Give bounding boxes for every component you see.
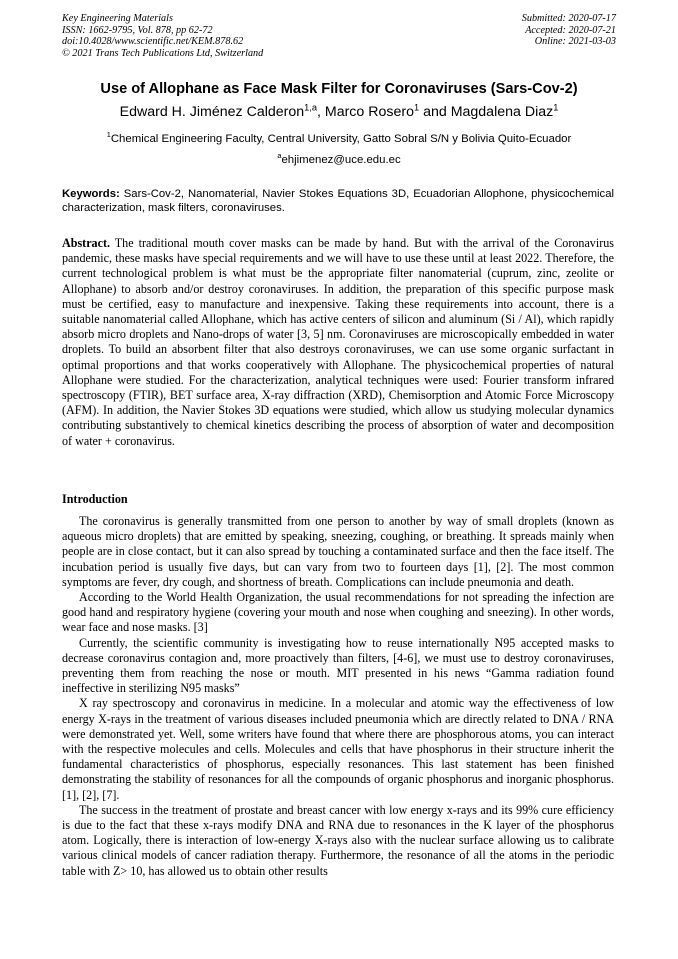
accepted-date: Accepted: 2020-07-21 bbox=[525, 24, 616, 36]
affiliation-text: Chemical Engineering Faculty, Central University, Gatto Sobral S/N y Bolivia Quito-Ecuador bbox=[110, 133, 572, 145]
keywords-text: Sars-Cov-2, Nanomaterial, Navier Stokes Equations 3D, Ecuadorian Allophone, physicochemical characterization, mask filters, coronaviruses. bbox=[62, 188, 614, 214]
email-link[interactable]: ehjimenez@uce.edu.ec bbox=[281, 154, 401, 166]
paragraph: The success in the treatment of prostate and breast cancer with low energy x-rays and its 99% cure efficiency is due to the fact that these x-rays modify DNA and RNA due to resonances in the K layer of the phosphorus atom. Logically, there is interaction of low-energy X-rays also with the nuclear surface allowing us to calibrate various clinical models of cancer radiation therapy. Furthermore, the resonance of all the atoms in the periodic table with Z> 10, has allowed us to obtain other results bbox=[62, 802, 614, 878]
affiliation bbox=[0, 132, 678, 146]
paragraph: According to the World Health Organization, the usual recommendations for not spreading the infection are good hand and respiratory hygiene (covering your mouth and nose when coughing and sneezing). In other words, wear face and nose masks. [3] bbox=[62, 590, 614, 635]
abstract-block bbox=[62, 236, 614, 449]
author-affiliation-marker: 1,a bbox=[304, 102, 317, 113]
keywords-label: Keywords: bbox=[62, 188, 120, 200]
paragraph: Currently, the scientific community is investigating how to reuse internationally N95 accepted masks to decrease coronavirus contagion and, more proactively than filters, [4-6], we must use to destroy coronaviruses, preventing them from reaching the nose or mouth. MIT presented in his news “Gamma radiation found ineffective in sterilizing N95 masks” bbox=[62, 635, 614, 696]
introduction-heading: Introduction bbox=[62, 492, 128, 506]
author-name: Marco Rosero bbox=[324, 104, 414, 120]
abstract-text: The traditional mouth cover masks can be made by hand. But with the arrival of the Coronavirus pandemic, these masks have special requirements and we will have to use these until at least 2022. Therefore, the current technological problem is what must be the appropriate filter nanomaterial (cuprum, zinc, zeolite or Allophane) to absorb and/or destroy coronaviruses. In addition, the preparation of this specific purpose mask must be certified, easy to manufacture and inexpensive. Taking these requirements into account, there is a suitable nanomaterial called Allophane, which has active centers of silicon and aluminum (Si / Al), which rapidly absorb micro droplets and Nano-drops of water [3, 5] nm. Coronaviruses are microscopically embedded in water droplets. To build an absorbent filter that also destroys coronaviruses, we can use some organic surfactant in optimal proportions and that works cooperatively with Allophane. The physicochemical properties of natural Allophane were studied. For the characterization, analytical techniques were used: Fourier transform infrared spectroscopy (FTIR), BET surface area, X-ray diffraction (XRD), Chemisorption and Atomic Force Microscopy (AFM). In addition, the Navier Stokes 3D equations were studied, which allow us studying molecular dynamics contributing substantively to chemical kinetics describing the process of absorption of water and decomposition of water + coronavirus. bbox=[62, 236, 614, 448]
paragraph: The coronavirus is generally transmitted from one person to another by way of small droplets (known as aqueous micro droplets) that are emitted by speaking, sneezing, coughing, or breathing. It spreads mainly when people are in close contact, but it can also spread by touching a contaminated surface and then the face itself. The incubation period is usually five days, but can vary from two to fourteen days [1], [2]. The most common symptoms are fever, dry cough, and shortness of breath. Complications can include pneumonia and death. bbox=[62, 514, 614, 589]
keywords-block bbox=[62, 187, 614, 215]
journal-name: Key Engineering Materials bbox=[62, 13, 173, 24]
author-email bbox=[0, 153, 678, 167]
journal-header-left bbox=[62, 13, 263, 59]
author-name: Edward H. Jiménez Calderon bbox=[119, 104, 305, 120]
email-marker: a bbox=[277, 151, 282, 161]
submitted-date: Submitted: 2020-07-17 bbox=[521, 13, 616, 24]
author-name: Magdalena Diaz bbox=[450, 104, 554, 120]
abstract-label: Abstract. bbox=[62, 236, 111, 250]
affiliation-marker: 1 bbox=[106, 130, 111, 140]
author-separator: , bbox=[316, 104, 325, 120]
issn-line: ISSN: 1662-9795, Vol. 878, pp 62-72 bbox=[62, 24, 213, 36]
author-affiliation-marker: 1 bbox=[413, 102, 420, 113]
online-date: Online: 2021-03-03 bbox=[534, 36, 616, 48]
paragraph: X ray spectroscopy and coronavirus in medicine. In a molecular and atomic way the effectiveness of low energy X-rays in the treatment of various diseases included pneumonia which are directly related to DNA / RNA were demonstrated yet. Well, some writers have found that where there are phosphorous atoms, you can interact with the respective molecules and cells. Molecules and cells that have phosphorus in their structure inherit the fundamental characteristics of phosphorus, especially resonances. This last statement has been finished demonstrating the stability of resonances for all the compounds of organic phosphorus and inorganic phosphorus. [1], [2], [7]. bbox=[62, 696, 614, 802]
author-list bbox=[0, 103, 678, 121]
journal-header-right bbox=[522, 13, 616, 48]
introduction-body bbox=[62, 514, 614, 879]
copyright-line: © 2021 Trans Tech Publications Ltd, Switzerland bbox=[62, 47, 264, 59]
author-affiliation-marker: 1 bbox=[553, 102, 559, 113]
paper-title: Use of Allophane as Face Mask Filter for Coronaviruses (Sars-Cov-2) bbox=[100, 81, 578, 97]
author-separator: and bbox=[419, 104, 451, 120]
doi-line: doi:10.4028/www.scientific.net/KEM.878.62 bbox=[62, 36, 244, 48]
